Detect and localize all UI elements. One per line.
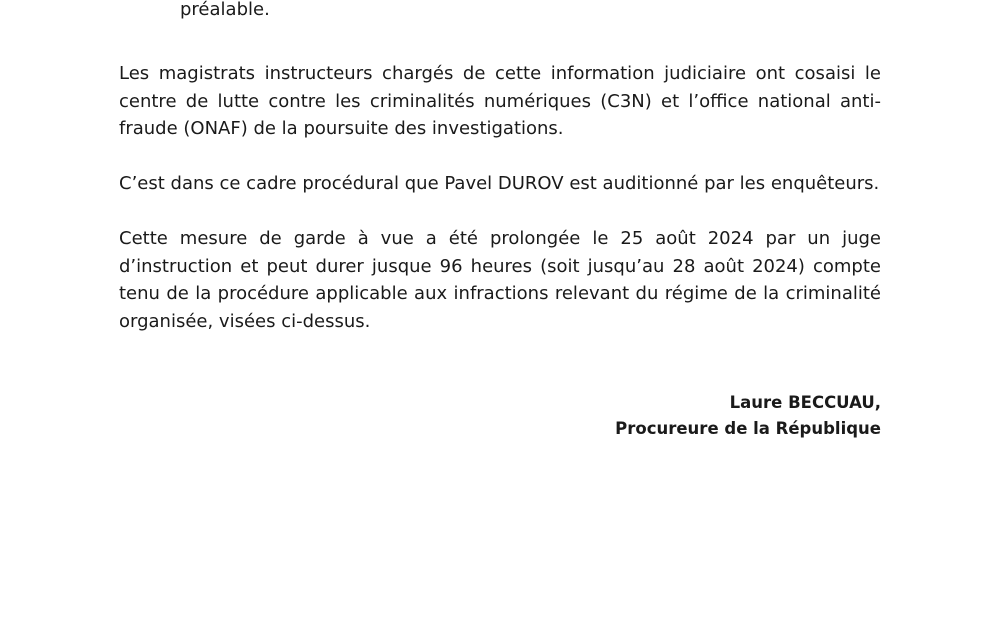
paragraph-hearing: C’est dans ce cadre procédural que Pavel DUROV est auditionné par les enquêteurs. [119, 173, 880, 194]
paragraph-custody-extension: Cette mesure de garde à vue a été prolongée le 25 août 2024 par un juge d’instruction et peut durer jusque 96 heures (soit jusqu’au 28 août 2024) compte tenu de la procédure applicable aux infractions relevant du régime de la criminalité organisée, visées ci-dessus. [119, 228, 881, 332]
signatory-name: Laure BECCUAU, [729, 393, 881, 412]
paragraph-investigators: Les magistrats instructeurs chargés de cette information judiciaire ont cosaisi le centre de lutte contre les criminalités numériques (C3N) et l’office national anti-fraude (ONAF) de la poursuite des investigations. [119, 63, 881, 139]
signatory-title: Procureure de la République [615, 419, 881, 438]
signature-block [615, 390, 881, 442]
carryover-line: préalable. [180, 0, 270, 20]
